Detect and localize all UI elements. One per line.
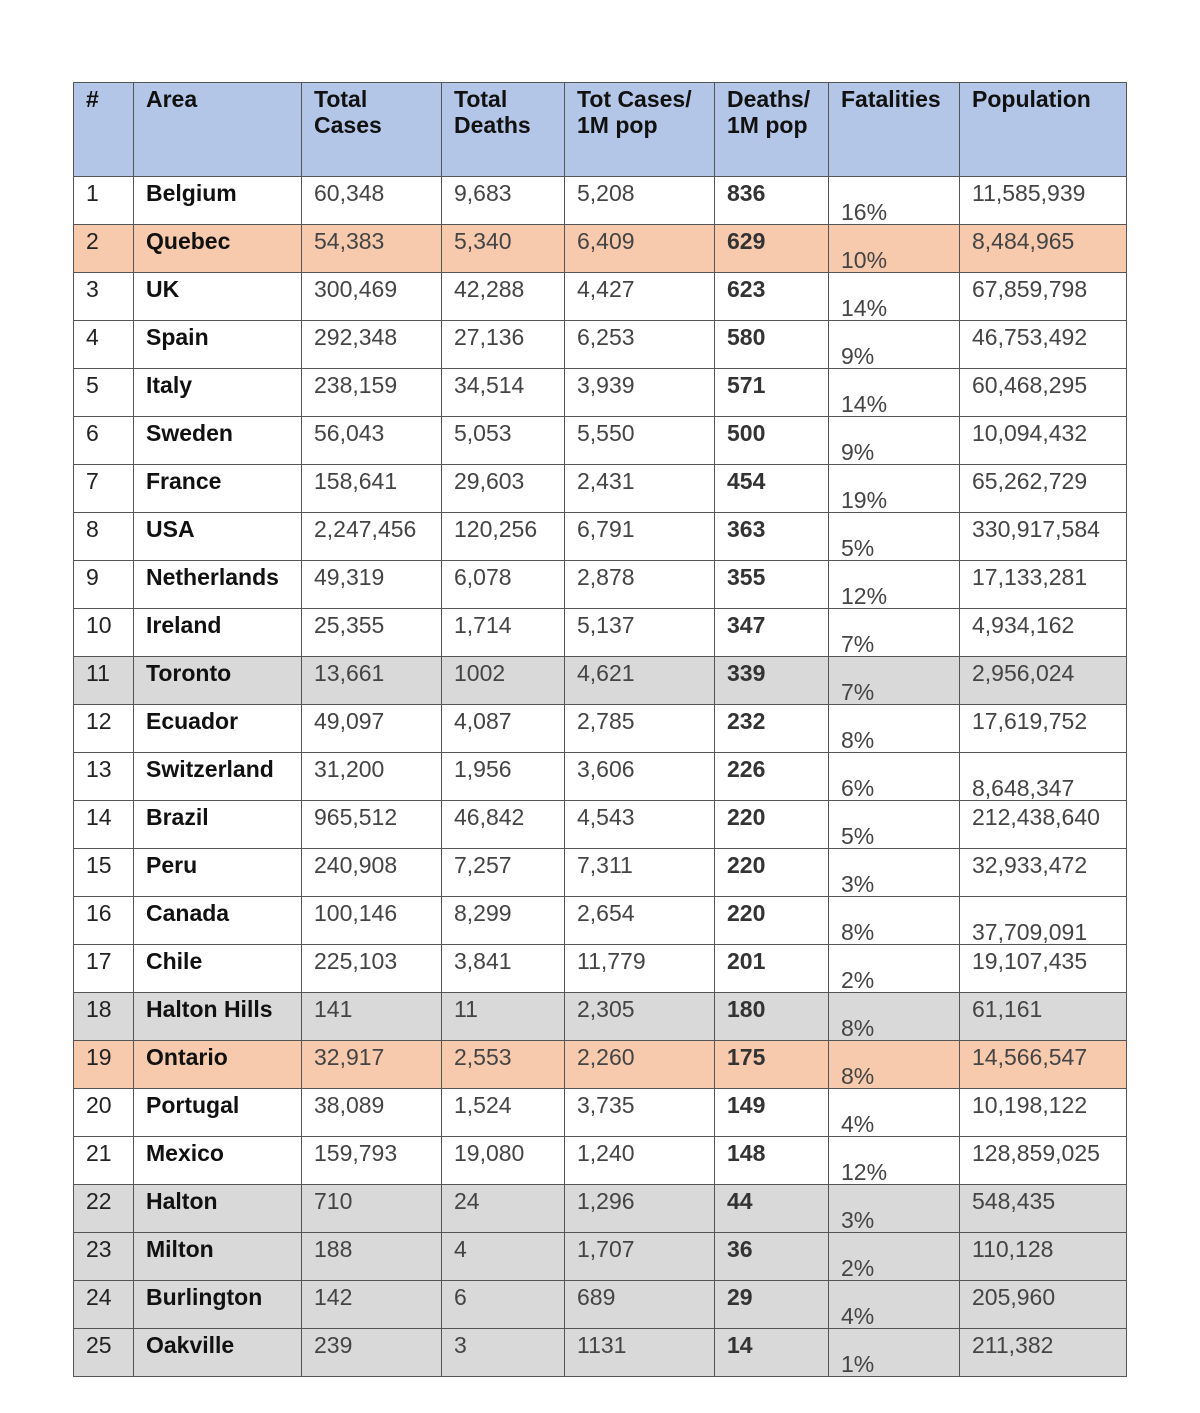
cases-per-million-cell: 2,260 — [565, 1041, 715, 1089]
row-number-cell: 15 — [74, 849, 134, 897]
fatality-rate-cell: 6% — [829, 753, 960, 801]
total-cases-cell: 54,383 — [302, 225, 442, 273]
fatality-rate-cell: 7% — [829, 609, 960, 657]
total-cases-cell: 25,355 — [302, 609, 442, 657]
deaths-per-million-cell: 629 — [715, 225, 829, 273]
area-name-cell: Halton Hills — [134, 993, 302, 1041]
col-number-header: # — [74, 83, 134, 177]
total-cases-cell: 141 — [302, 993, 442, 1041]
area-name-cell: Switzerland — [134, 753, 302, 801]
area-name-cell: Belgium — [134, 177, 302, 225]
total-deaths-cell: 29,603 — [442, 465, 565, 513]
total-deaths-cell: 7,257 — [442, 849, 565, 897]
row-number-cell: 23 — [74, 1233, 134, 1281]
table-row — [74, 513, 1127, 561]
row-number-cell: 20 — [74, 1089, 134, 1137]
area-name-cell: USA — [134, 513, 302, 561]
fatality-rate-cell: 8% — [829, 993, 960, 1041]
total-deaths-cell: 8,299 — [442, 897, 565, 945]
cases-per-million-cell: 689 — [565, 1281, 715, 1329]
population-cell: 11,585,939 — [960, 177, 1127, 225]
cases-per-million-cell: 5,137 — [565, 609, 715, 657]
area-name-cell: Sweden — [134, 417, 302, 465]
fatality-rate-cell: 3% — [829, 849, 960, 897]
cases-per-million-cell: 2,431 — [565, 465, 715, 513]
population-cell: 4,934,162 — [960, 609, 1127, 657]
fatality-rate-cell: 12% — [829, 1137, 960, 1185]
deaths-per-million-cell: 454 — [715, 465, 829, 513]
area-name-cell: Mexico — [134, 1137, 302, 1185]
row-number-cell: 6 — [74, 417, 134, 465]
area-name-cell: Ireland — [134, 609, 302, 657]
total-deaths-cell: 6 — [442, 1281, 565, 1329]
deaths-per-million-cell: 220 — [715, 897, 829, 945]
table-row — [74, 945, 1127, 993]
total-cases-cell: 159,793 — [302, 1137, 442, 1185]
total-cases-cell: 158,641 — [302, 465, 442, 513]
row-number-cell: 7 — [74, 465, 134, 513]
cases-per-million-cell: 1,240 — [565, 1137, 715, 1185]
table-row — [74, 273, 1127, 321]
table-row — [74, 225, 1127, 273]
cases-per-million-cell: 11,779 — [565, 945, 715, 993]
total-cases-cell: 292,348 — [302, 321, 442, 369]
row-number-cell: 1 — [74, 177, 134, 225]
population-cell: 2,956,024 — [960, 657, 1127, 705]
table-row — [74, 465, 1127, 513]
deaths-per-million-cell: 149 — [715, 1089, 829, 1137]
total-cases-cell: 239 — [302, 1329, 442, 1377]
total-cases-cell: 188 — [302, 1233, 442, 1281]
col-deaths-per-million-header: Deaths/ 1M pop — [715, 83, 829, 177]
area-name-cell: Milton — [134, 1233, 302, 1281]
deaths-per-million-cell: 180 — [715, 993, 829, 1041]
area-name-cell: Italy — [134, 369, 302, 417]
fatality-rate-cell: 12% — [829, 561, 960, 609]
table-row — [74, 1281, 1127, 1329]
fatality-rate-cell: 9% — [829, 321, 960, 369]
row-number-cell: 9 — [74, 561, 134, 609]
cases-per-million-cell: 2,785 — [565, 705, 715, 753]
deaths-per-million-cell: 580 — [715, 321, 829, 369]
cases-per-million-cell: 1131 — [565, 1329, 715, 1377]
deaths-per-million-cell: 339 — [715, 657, 829, 705]
total-deaths-cell: 24 — [442, 1185, 565, 1233]
population-cell: 548,435 — [960, 1185, 1127, 1233]
row-number-cell: 4 — [74, 321, 134, 369]
total-cases-cell: 13,661 — [302, 657, 442, 705]
total-deaths-cell: 1,524 — [442, 1089, 565, 1137]
deaths-per-million-cell: 623 — [715, 273, 829, 321]
table-body — [74, 177, 1127, 1377]
area-name-cell: Chile — [134, 945, 302, 993]
cases-per-million-cell: 3,735 — [565, 1089, 715, 1137]
deaths-per-million-cell: 29 — [715, 1281, 829, 1329]
population-cell: 10,198,122 — [960, 1089, 1127, 1137]
total-deaths-cell: 11 — [442, 993, 565, 1041]
table-row — [74, 1089, 1127, 1137]
total-cases-cell: 38,089 — [302, 1089, 442, 1137]
area-name-cell: UK — [134, 273, 302, 321]
table-row — [74, 657, 1127, 705]
population-cell: 19,107,435 — [960, 945, 1127, 993]
fatality-rate-cell: 3% — [829, 1185, 960, 1233]
population-cell: 10,094,432 — [960, 417, 1127, 465]
fatality-rate-cell: 4% — [829, 1089, 960, 1137]
total-deaths-cell: 27,136 — [442, 321, 565, 369]
table-row — [74, 561, 1127, 609]
table-row — [74, 1233, 1127, 1281]
population-cell: 14,566,547 — [960, 1041, 1127, 1089]
deaths-per-million-cell: 355 — [715, 561, 829, 609]
row-number-cell: 19 — [74, 1041, 134, 1089]
population-cell: 212,438,640 — [960, 801, 1127, 849]
area-name-cell: Quebec — [134, 225, 302, 273]
total-deaths-cell: 3,841 — [442, 945, 565, 993]
total-deaths-cell: 5,053 — [442, 417, 565, 465]
area-name-cell: Peru — [134, 849, 302, 897]
deaths-per-million-cell: 226 — [715, 753, 829, 801]
table-row — [74, 897, 1127, 945]
fatality-rate-cell: 8% — [829, 897, 960, 945]
cases-per-million-cell: 5,208 — [565, 177, 715, 225]
total-cases-cell: 49,319 — [302, 561, 442, 609]
row-number-cell: 17 — [74, 945, 134, 993]
table-row — [74, 849, 1127, 897]
cases-per-million-cell: 2,305 — [565, 993, 715, 1041]
cases-per-million-cell: 3,939 — [565, 369, 715, 417]
table-row — [74, 321, 1127, 369]
population-cell: 61,161 — [960, 993, 1127, 1041]
fatality-rate-cell: 8% — [829, 1041, 960, 1089]
total-deaths-cell: 46,842 — [442, 801, 565, 849]
deaths-per-million-cell: 14 — [715, 1329, 829, 1377]
total-cases-cell: 225,103 — [302, 945, 442, 993]
population-cell: 8,648,347 — [960, 753, 1127, 801]
total-deaths-cell: 3 — [442, 1329, 565, 1377]
total-cases-cell: 2,247,456 — [302, 513, 442, 561]
row-number-cell: 11 — [74, 657, 134, 705]
population-cell: 60,468,295 — [960, 369, 1127, 417]
fatality-rate-cell: 1% — [829, 1329, 960, 1377]
total-cases-cell: 238,159 — [302, 369, 442, 417]
area-name-cell: Burlington — [134, 1281, 302, 1329]
total-deaths-cell: 5,340 — [442, 225, 565, 273]
cases-per-million-cell: 4,543 — [565, 801, 715, 849]
area-name-cell: Oakville — [134, 1329, 302, 1377]
population-cell: 32,933,472 — [960, 849, 1127, 897]
cases-per-million-cell: 6,253 — [565, 321, 715, 369]
population-cell: 65,262,729 — [960, 465, 1127, 513]
cases-per-million-cell: 4,621 — [565, 657, 715, 705]
covid-stats-table — [73, 82, 1127, 1377]
row-number-cell: 25 — [74, 1329, 134, 1377]
row-number-cell: 24 — [74, 1281, 134, 1329]
total-deaths-cell: 9,683 — [442, 177, 565, 225]
area-name-cell: Portugal — [134, 1089, 302, 1137]
population-cell: 205,960 — [960, 1281, 1127, 1329]
area-name-cell: Halton — [134, 1185, 302, 1233]
area-name-cell: Spain — [134, 321, 302, 369]
total-cases-cell: 965,512 — [302, 801, 442, 849]
cases-per-million-cell: 6,791 — [565, 513, 715, 561]
deaths-per-million-cell: 36 — [715, 1233, 829, 1281]
row-number-cell: 14 — [74, 801, 134, 849]
total-cases-cell: 32,917 — [302, 1041, 442, 1089]
total-cases-cell: 100,146 — [302, 897, 442, 945]
table-row — [74, 1041, 1127, 1089]
fatality-rate-cell: 7% — [829, 657, 960, 705]
fatality-rate-cell: 5% — [829, 513, 960, 561]
col-area-header: Area — [134, 83, 302, 177]
table-row — [74, 417, 1127, 465]
population-cell: 330,917,584 — [960, 513, 1127, 561]
total-deaths-cell: 120,256 — [442, 513, 565, 561]
population-cell: 211,382 — [960, 1329, 1127, 1377]
population-cell: 37,709,091 — [960, 897, 1127, 945]
total-deaths-cell: 1,956 — [442, 753, 565, 801]
deaths-per-million-cell: 347 — [715, 609, 829, 657]
cases-per-million-cell: 4,427 — [565, 273, 715, 321]
fatality-rate-cell: 5% — [829, 801, 960, 849]
col-total-deaths-header: Total Deaths — [442, 83, 565, 177]
area-name-cell: Brazil — [134, 801, 302, 849]
deaths-per-million-cell: 44 — [715, 1185, 829, 1233]
table-row — [74, 1185, 1127, 1233]
fatality-rate-cell: 19% — [829, 465, 960, 513]
table-row — [74, 1137, 1127, 1185]
area-name-cell: Netherlands — [134, 561, 302, 609]
table-row — [74, 801, 1127, 849]
total-cases-cell: 142 — [302, 1281, 442, 1329]
total-deaths-cell: 1,714 — [442, 609, 565, 657]
deaths-per-million-cell: 220 — [715, 849, 829, 897]
header-row — [74, 83, 1127, 177]
deaths-per-million-cell: 500 — [715, 417, 829, 465]
cases-per-million-cell: 1,296 — [565, 1185, 715, 1233]
deaths-per-million-cell: 201 — [715, 945, 829, 993]
population-cell: 8,484,965 — [960, 225, 1127, 273]
deaths-per-million-cell: 232 — [715, 705, 829, 753]
cases-per-million-cell: 2,878 — [565, 561, 715, 609]
table-row — [74, 753, 1127, 801]
deaths-per-million-cell: 148 — [715, 1137, 829, 1185]
total-deaths-cell: 1002 — [442, 657, 565, 705]
row-number-cell: 3 — [74, 273, 134, 321]
row-number-cell: 5 — [74, 369, 134, 417]
total-cases-cell: 240,908 — [302, 849, 442, 897]
row-number-cell: 12 — [74, 705, 134, 753]
population-cell: 46,753,492 — [960, 321, 1127, 369]
total-cases-cell: 56,043 — [302, 417, 442, 465]
total-cases-cell: 49,097 — [302, 705, 442, 753]
fatality-rate-cell: 10% — [829, 225, 960, 273]
cases-per-million-cell: 1,707 — [565, 1233, 715, 1281]
area-name-cell: Ecuador — [134, 705, 302, 753]
row-number-cell: 13 — [74, 753, 134, 801]
table-row — [74, 369, 1127, 417]
row-number-cell: 21 — [74, 1137, 134, 1185]
deaths-per-million-cell: 220 — [715, 801, 829, 849]
fatality-rate-cell: 16% — [829, 177, 960, 225]
total-deaths-cell: 34,514 — [442, 369, 565, 417]
total-deaths-cell: 4,087 — [442, 705, 565, 753]
population-cell: 128,859,025 — [960, 1137, 1127, 1185]
total-cases-cell: 300,469 — [302, 273, 442, 321]
row-number-cell: 2 — [74, 225, 134, 273]
row-number-cell: 18 — [74, 993, 134, 1041]
cases-per-million-cell: 2,654 — [565, 897, 715, 945]
population-cell: 17,133,281 — [960, 561, 1127, 609]
population-cell: 110,128 — [960, 1233, 1127, 1281]
col-cases-per-million-header: Tot Cases/ 1M pop — [565, 83, 715, 177]
total-deaths-cell: 6,078 — [442, 561, 565, 609]
area-name-cell: Ontario — [134, 1041, 302, 1089]
cases-per-million-cell: 3,606 — [565, 753, 715, 801]
row-number-cell: 16 — [74, 897, 134, 945]
total-cases-cell: 710 — [302, 1185, 442, 1233]
total-deaths-cell: 4 — [442, 1233, 565, 1281]
table-row — [74, 705, 1127, 753]
fatality-rate-cell: 14% — [829, 369, 960, 417]
area-name-cell: France — [134, 465, 302, 513]
fatality-rate-cell: 2% — [829, 1233, 960, 1281]
cases-per-million-cell: 6,409 — [565, 225, 715, 273]
total-deaths-cell: 42,288 — [442, 273, 565, 321]
fatality-rate-cell: 14% — [829, 273, 960, 321]
table-row — [74, 1329, 1127, 1377]
row-number-cell: 22 — [74, 1185, 134, 1233]
col-fatalities-header: Fatalities — [829, 83, 960, 177]
table-row — [74, 609, 1127, 657]
cases-per-million-cell: 7,311 — [565, 849, 715, 897]
total-cases-cell: 60,348 — [302, 177, 442, 225]
area-name-cell: Canada — [134, 897, 302, 945]
fatality-rate-cell: 2% — [829, 945, 960, 993]
col-population-header: Population — [960, 83, 1127, 177]
row-number-cell: 10 — [74, 609, 134, 657]
fatality-rate-cell: 4% — [829, 1281, 960, 1329]
area-name-cell: Toronto — [134, 657, 302, 705]
cases-per-million-cell: 5,550 — [565, 417, 715, 465]
table-row — [74, 177, 1127, 225]
row-number-cell: 8 — [74, 513, 134, 561]
col-total-cases-header: Total Cases — [302, 83, 442, 177]
total-deaths-cell: 2,553 — [442, 1041, 565, 1089]
deaths-per-million-cell: 571 — [715, 369, 829, 417]
population-cell: 67,859,798 — [960, 273, 1127, 321]
total-deaths-cell: 19,080 — [442, 1137, 565, 1185]
fatality-rate-cell: 9% — [829, 417, 960, 465]
deaths-per-million-cell: 175 — [715, 1041, 829, 1089]
table-row — [74, 993, 1127, 1041]
deaths-per-million-cell: 836 — [715, 177, 829, 225]
total-cases-cell: 31,200 — [302, 753, 442, 801]
fatality-rate-cell: 8% — [829, 705, 960, 753]
deaths-per-million-cell: 363 — [715, 513, 829, 561]
population-cell: 17,619,752 — [960, 705, 1127, 753]
